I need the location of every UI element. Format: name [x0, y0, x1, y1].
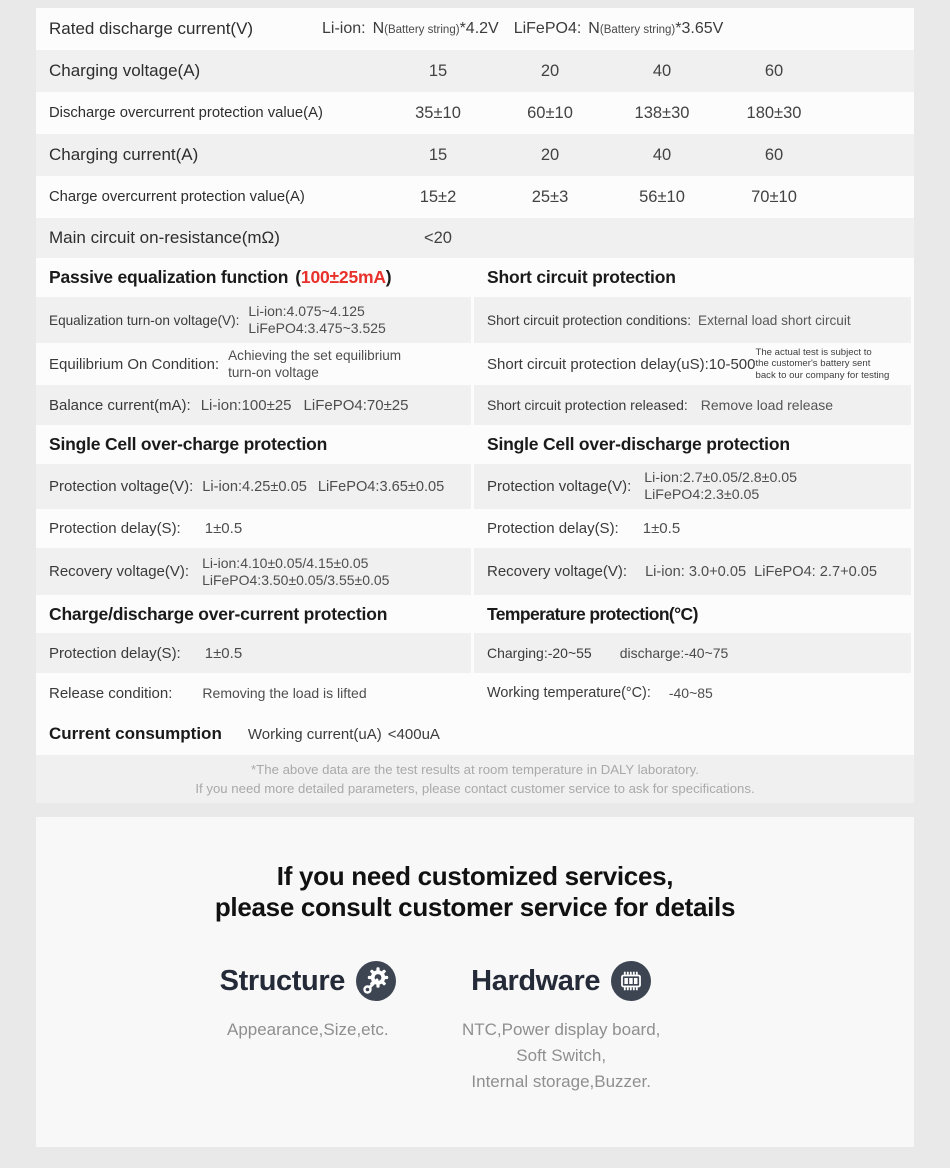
row-label: Short circuit protection released: [487, 397, 688, 413]
spec-row [474, 385, 911, 425]
row-label: Equalization turn-on voltage(V): [49, 312, 240, 328]
value-line: LiFePO4:3.475~3.525 [248, 320, 386, 336]
row-label: Recovery voltage(V): [487, 563, 628, 580]
row-value: Removing the load is lifted [202, 685, 367, 701]
section-title-short-circuit [474, 258, 911, 297]
table-row-discharge-overcurrent [36, 92, 914, 134]
spec-row [36, 385, 471, 425]
row-label: Balance current(mA): [49, 396, 191, 414]
value-line: turn-on voltage [228, 365, 319, 380]
row-cell: 40 [652, 61, 672, 80]
row-cell: 15±2 [419, 187, 457, 206]
row-value: Remove load release [700, 397, 834, 413]
section-title-temperature [474, 595, 911, 633]
row-label: Release condition: [49, 684, 173, 702]
desc-line: Appearance,Size,etc. [226, 1020, 389, 1039]
row-value [644, 470, 797, 504]
section-title-text: Passive equalization function [49, 267, 289, 287]
row-cell: 60 [764, 145, 784, 164]
row-cell: 15 [428, 145, 448, 164]
row-label: Short circuit protection conditions: [487, 312, 692, 328]
row-value-part: Li-ion: N(Battery string)*4.2V [322, 20, 499, 37]
current-consumption-row [36, 713, 914, 755]
row-value: Li-ion: 3.0+0.05 [645, 563, 747, 580]
customized-services-card [36, 817, 914, 1147]
row-label: Protection delay(S): [49, 644, 181, 662]
row-label: Charging voltage(A) [49, 61, 201, 80]
note-line: back to our company for testing [755, 369, 890, 381]
row-value [322, 20, 723, 38]
row-value [202, 555, 389, 589]
category-hardware [462, 961, 660, 1095]
headline-line: If you need customized services, [276, 861, 674, 891]
structure-title-row [220, 961, 396, 1001]
row-value: Li-ion:100±25 [200, 396, 292, 414]
section-title-text: Single Cell over-discharge protection [487, 434, 790, 454]
row-label: Equilibrium On Condition: [49, 355, 220, 373]
note-line: the customer's battery sent [755, 358, 871, 370]
row-cell: 35±10 [415, 103, 461, 122]
spec-row [36, 343, 471, 385]
row-value-part: LiFePO4: N(Battery string)*3.65V [513, 20, 724, 37]
row-value [248, 303, 385, 337]
spec-row [474, 509, 911, 548]
desc-line: Internal storage,Buzzer. [471, 1072, 651, 1091]
row-label: Recovery voltage(V): [49, 563, 190, 580]
row-cell: 40 [652, 145, 672, 164]
row-value: discharge:-40~75 [619, 645, 729, 661]
row-cell: 15 [428, 61, 448, 80]
working-current-label: Working current(uA) [247, 725, 382, 743]
value-line: Li-ion:4.075~4.125 [248, 303, 365, 319]
row-value: -40~85 [668, 685, 713, 701]
row-cell: 56±10 [639, 187, 685, 206]
disclaimer-line: If you need more detailed parameters, please contact customer service to ask for specifications. [195, 781, 755, 796]
headline-line: please consult customer service for details [214, 892, 736, 922]
working-current-value: <400uA [387, 725, 440, 743]
spec-row [474, 297, 911, 343]
left-column [36, 258, 474, 713]
spec-table-card [36, 8, 914, 803]
row-label: Protection delay(S): [49, 520, 181, 537]
row-note [755, 347, 907, 382]
row-value [228, 347, 401, 381]
row-value: Li-ion:4.25±0.05 [202, 478, 307, 495]
structure-title: Structure [219, 964, 345, 997]
row-label: Working temperature(°C): [487, 685, 651, 701]
table-row-charging-current [36, 134, 914, 176]
spec-row [36, 509, 471, 548]
row-label: Protection voltage(V): [49, 478, 194, 495]
section-title-text: Temperature protection(°C) [487, 603, 698, 624]
spec-row [474, 548, 911, 595]
spec-row [474, 673, 911, 713]
row-cell: 60±10 [527, 103, 573, 122]
row-cell: 20 [540, 61, 560, 80]
row-value: LiFePO4: 2.7+0.05 [754, 563, 878, 580]
row-cell: 25±3 [531, 187, 569, 206]
section-title-text: Single Cell over-charge protection [49, 434, 328, 454]
spec-row [36, 548, 471, 595]
table-row-charging-voltage [36, 50, 914, 92]
section-title-over-current [36, 595, 471, 633]
row-value: 1±0.5 [642, 520, 681, 537]
row-label: Discharge overcurrent protection value(A) [49, 105, 323, 121]
section-title-text: Short circuit protection [487, 267, 676, 287]
row-label: Main circuit on-resistance(mΩ) [49, 228, 280, 247]
balance-current-highlight: 100±25mA [300, 267, 386, 287]
row-value: External load short circuit [698, 312, 851, 328]
gear-wrench-icon [356, 961, 396, 1001]
spec-row [474, 464, 911, 509]
spec-row [36, 464, 471, 509]
row-cell: 20 [540, 145, 560, 164]
value-line: Achieving the set equilibrium [228, 348, 402, 363]
row-label: Protection voltage(V): [487, 478, 632, 495]
section-title-over-discharge [474, 425, 911, 464]
section-title-text: Charge/discharge over-current protection [49, 603, 388, 624]
disclaimer-line: *The above data are the test results at room temperature in DALY laboratory. [251, 762, 699, 777]
spec-row [36, 633, 471, 673]
value-line: LiFePO4:2.3±0.05 [644, 486, 760, 503]
row-cell: 70±10 [751, 187, 797, 206]
value-line: LiFePO4:3.50±0.05/3.55±0.05 [202, 571, 390, 588]
structure-description [227, 1017, 389, 1043]
paren: ) [385, 267, 392, 287]
row-label: Protection delay(S): [487, 520, 619, 537]
table-row-charge-overcurrent [36, 176, 914, 218]
row-cell: 138±30 [634, 103, 690, 122]
desc-line: Soft Switch, [516, 1046, 607, 1065]
table-row-rated-discharge [36, 8, 914, 50]
row-value: 1±0.5 [204, 520, 243, 537]
two-column-sections [36, 258, 914, 713]
spec-row [36, 673, 471, 713]
row-cell: 180±30 [746, 103, 802, 122]
spec-row [474, 633, 911, 673]
spec-row [36, 297, 471, 343]
row-label: Short circuit protection delay(uS):10-500 [487, 355, 756, 373]
value-line: Li-ion:4.10±0.05/4.15±0.05 [202, 554, 369, 571]
row-label: Charging current(A) [49, 145, 199, 164]
hardware-title-row [471, 961, 651, 1001]
hardware-title: Hardware [471, 964, 601, 997]
table-row-on-resistance [36, 218, 914, 258]
row-label: Charge overcurrent protection value(A) [49, 189, 305, 205]
current-consumption-title: Current consumption [49, 724, 222, 743]
row-cell: <20 [424, 228, 452, 247]
row-value: LiFePO4:3.65±0.05 [317, 478, 445, 495]
row-label: Rated discharge current(V) [49, 19, 254, 38]
hardware-description [462, 1017, 660, 1095]
row-value: LiFePO4:70±25 [303, 396, 409, 414]
disclaimer [36, 755, 914, 803]
note-line: The actual test is subject to [755, 346, 872, 358]
desc-line: NTC,Power display board, [461, 1020, 661, 1039]
spec-row [474, 343, 911, 385]
right-column [474, 258, 911, 713]
service-categories [36, 961, 914, 1095]
category-structure [220, 961, 396, 1095]
section-title-over-charge [36, 425, 471, 464]
section-title-passive-equalization [36, 258, 471, 297]
row-label: Charging:-20~55 [487, 645, 592, 661]
customized-services-headline [36, 861, 914, 923]
row-value: 1±0.5 [204, 644, 243, 662]
value-line: Li-ion:2.7±0.05/2.8±0.05 [644, 469, 798, 486]
paren: ( [295, 267, 301, 287]
chip-icon [611, 961, 651, 1001]
row-cell: 60 [764, 61, 784, 80]
